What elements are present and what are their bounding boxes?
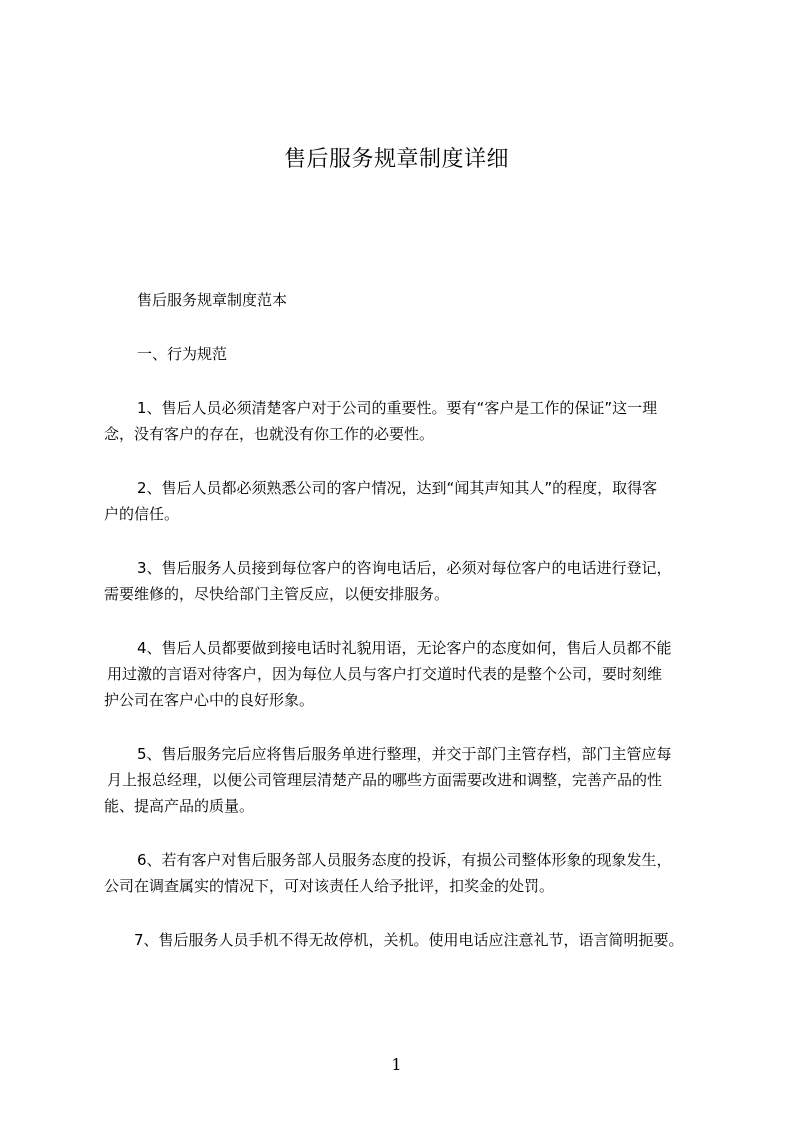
paragraph-line: 3、售后服务人员接到每位客户的咨询电话后，必须对每位客户的电话进行登记， xyxy=(137,559,672,577)
page-number: 1 xyxy=(391,1055,402,1074)
paragraph-line: 4、售后人员都要做到接电话时礼貌用语，无论客户的态度如何，售后人员都不能 xyxy=(137,639,672,657)
paragraph-line: 7、售后服务人员手机不得无故停机，关机。使用电话应注意礼节，语言简明扼要。 xyxy=(134,931,684,949)
paragraph-line: 公司在调查属实的情况下，可对该责任人给予批评，扣奖金的处罚。 xyxy=(104,877,555,895)
document-subtitle: 售后服务规章制度范本 xyxy=(137,291,288,309)
paragraph-line: 户的信任。 xyxy=(104,505,180,523)
paragraph-line: 念，没有客户的存在，也就没有你工作的必要性。 xyxy=(104,425,435,443)
paragraph-line: 用过激的言语对待客户，因为每位人员与客户打交道时代表的是整个公司，要时刻维 xyxy=(107,665,663,683)
paragraph-line: 6、若有客户对售后服务部人员服务态度的投诉，有损公司整体形象的现象发生， xyxy=(137,851,672,869)
section-heading: 一、行为规范 xyxy=(137,345,228,363)
paragraph-line: 月上报总经理，以便公司管理层清楚产品的哪些方面需要改进和调整，完善产品的性 xyxy=(107,771,663,789)
paragraph-line: 5、售后服务完后应将售后服务单进行整理，并交于部门主管存档，部门主管应每 xyxy=(137,745,672,763)
paragraph-line: 2、售后人员都必须熟悉公司的客户情况，达到“闻其声知其人”的程度，取得客 xyxy=(137,479,658,497)
paragraph-line: 1、售后人员必须清楚客户对于公司的重要性。要有“客户是工作的保证”这一理 xyxy=(137,399,658,417)
paragraph-line: 需要维修的，尽快给部门主管反应，以便安排服务。 xyxy=(104,585,450,603)
paragraph-line: 能、提高产品的质量。 xyxy=(104,797,255,815)
paragraph-line: 护公司在客户心中的良好形象。 xyxy=(104,691,315,709)
document-title: 售后服务规章制度详细 xyxy=(283,147,509,172)
